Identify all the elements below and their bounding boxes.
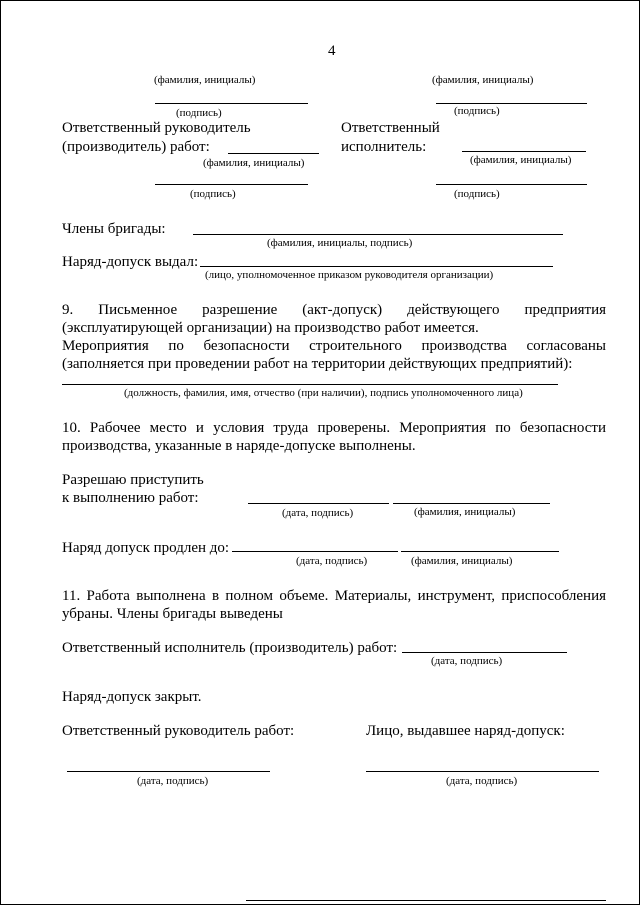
closing-issuer-line[interactable] [366, 771, 599, 772]
section11-executor-caption: (дата, подпись) [431, 655, 503, 667]
section9-line4: (заполняется при проведении работ на территории действующих предприятий): [62, 356, 573, 372]
section11-line2: убраны. Члены бригады выведены [62, 606, 283, 622]
section9-line2: (эксплуатирующей организации) на производство работ имеется. [62, 320, 479, 336]
section11-executor-label: Ответственный исполнитель (производитель) работ: [62, 640, 398, 656]
manager-label-line1: Ответственный руководитель [62, 120, 251, 136]
extended-label: Наряд допуск продлен до: [62, 540, 230, 556]
brigade-members-caption: (фамилия, инициалы, подпись) [267, 237, 413, 249]
extended-date-line[interactable] [232, 551, 398, 552]
page-number: 4 [328, 43, 336, 59]
top-right-name-caption: (фамилия, инициалы) [432, 74, 534, 86]
section9-sign-line[interactable] [62, 384, 558, 385]
top-left-name-caption: (фамилия, инициалы) [154, 74, 256, 86]
section9-line1: 9. Письменное разрешение (акт-допуск) действующего предприятия [62, 302, 606, 318]
top-right-sign-line[interactable] [436, 103, 587, 104]
closing-issuer-label: Лицо, выдавшее наряд-допуск: [366, 723, 565, 739]
section10-line1: 10. Рабочее место и условия труда проверены. Мероприятия по безопасности [62, 420, 606, 436]
permit-label-line1: Разрешаю приступить [62, 472, 204, 488]
top-left-sign-caption: (подпись) [176, 107, 222, 119]
executor-sign-caption: (подпись) [454, 188, 500, 200]
closed-label: Наряд-допуск закрыт. [62, 689, 202, 705]
section9-caption: (должность, фамилия, имя, отчество (при наличии), подпись уполномоченного лица) [124, 387, 523, 399]
closing-issuer-caption: (дата, подпись) [446, 775, 518, 787]
bottom-edge-line [246, 900, 606, 901]
extended-name-line[interactable] [401, 551, 559, 552]
permit-date-caption: (дата, подпись) [282, 507, 354, 519]
issued-by-line[interactable] [200, 266, 553, 267]
closing-manager-label: Ответственный руководитель работ: [62, 723, 295, 739]
manager-sign-caption: (подпись) [190, 188, 236, 200]
top-left-sign-line[interactable] [155, 103, 308, 104]
executor-label-line2: исполнитель: [341, 139, 427, 155]
executor-label-line1: Ответственный [341, 120, 440, 136]
closing-manager-line[interactable] [67, 771, 270, 772]
extended-date-caption: (дата, подпись) [296, 555, 368, 567]
manager-name-caption: (фамилия, инициалы) [203, 157, 305, 169]
closing-manager-caption: (дата, подпись) [137, 775, 209, 787]
permit-name-caption: (фамилия, инициалы) [414, 506, 516, 518]
issued-by-caption: (лицо, уполномоченное приказом руководителя организации) [205, 269, 494, 281]
top-right-sign-caption: (подпись) [454, 105, 500, 117]
permit-date-line[interactable] [248, 503, 389, 504]
executor-input-line[interactable] [462, 151, 586, 152]
section11-line1: 11. Работа выполнена в полном объеме. Материалы, инструмент, приспособления [62, 588, 606, 604]
section9-line3: Мероприятия по безопасности строительного производства согласованы [62, 338, 606, 354]
brigade-members-line[interactable] [193, 234, 563, 235]
section10-line2: производства, указанные в наряде-допуске выполнены. [62, 438, 416, 454]
executor-name-caption: (фамилия, инициалы) [470, 154, 572, 166]
manager-sign-line[interactable] [155, 184, 308, 185]
section11-executor-line[interactable] [402, 652, 567, 653]
permit-label-line2: к выполнению работ: [62, 490, 199, 506]
brigade-members-label: Члены бригады: [62, 221, 166, 237]
permit-name-line[interactable] [393, 503, 550, 504]
extended-name-caption: (фамилия, инициалы) [411, 555, 513, 567]
issued-by-label: Наряд-допуск выдал: [62, 254, 199, 270]
executor-sign-line[interactable] [436, 184, 587, 185]
manager-label-line2: (производитель) работ: [62, 139, 210, 155]
manager-input-line[interactable] [228, 153, 319, 154]
